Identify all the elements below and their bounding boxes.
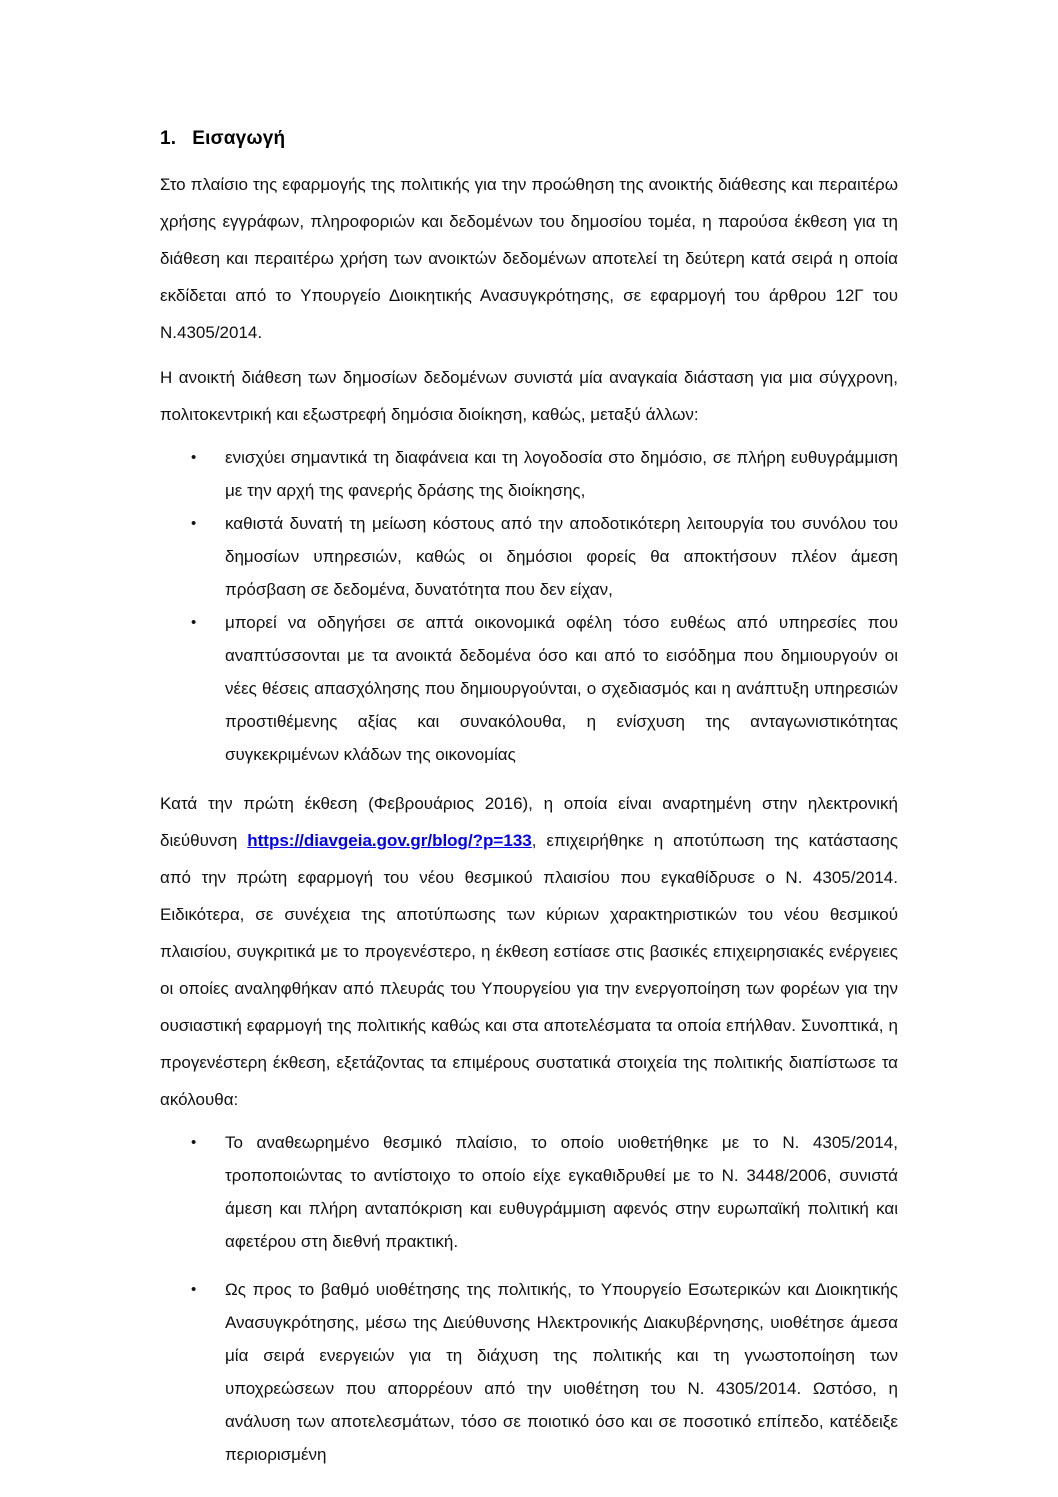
bullet-icon: • <box>191 614 197 631</box>
list-item-text: Ως προς το βαθμό υιοθέτησης της πολιτικής, το Υπουργείο Εσωτερικών και Διοικητικής Ανασυγκρότησης, μέσω της Διεύθυνσης Ηλεκτρονικής Διακυβέρνησης, υιοθέτησε άμεσα μία σειρά ενεργειών για τη διάχυση της πολιτικής και τη γνωστοποίηση των υποχρεώσεων που απορρέουν από την υιοθέτηση του Ν. 4305/2014. Ωστόσο, η ανάλυση των αποτελεσμάτων, τόσο σε ποιοτικό όσο και σε ποσοτικό επίπεδο, κατέδειξε περιορισμένη <box>225 1280 898 1464</box>
list-item-legal-framework <box>160 1126 898 1258</box>
findings-bullet-list <box>160 1126 898 1471</box>
bullet-icon: • <box>191 515 197 532</box>
paragraph-intro: Στο πλαίσιο της εφαρμογής της πολιτικής για την προώθηση της ανοικτής διάθεσης και περαιτέρω χρήσης εγγράφων, πληροφοριών και δεδομένων του δημοσίου τομέα, η παρούσα έκθεση για τη διάθεση και περαιτέρω χρήση των ανοικτών δεδομένων αποτελεί τη δεύτερη κατά σειρά η οποία εκδίδεται από το Υπουργείο Διοικητικής Ανασυγκρότησης, σε εφαρμογή του άρθρου 12Γ του Ν.4305/2014. <box>160 175 898 342</box>
list-item-text: Το αναθεωρημένο θεσμικό πλαίσιο, το οποίο υιοθετήθηκε με το Ν. 4305/2014, τροποποιώντας το αντίστοιχο το οποίο είχε εγκαθιδρυθεί με το Ν. 3448/2006, συνιστά άμεση και πλήρη ανταπόκριση και ευθυγράμμιση αφενός στην ευρωπαϊκή πολιτική και αφετέρου στη διεθνή πρακτική. <box>225 1133 898 1251</box>
list-item-transparency <box>160 441 898 507</box>
paragraph-text-before-link: Κατά την πρώτη έκθεση (Φεβρουάριος 2016), η οποία είναι αναρτημένη στην ηλεκτρονική διεύθυνση <box>160 794 898 850</box>
paragraph-first-report <box>160 785 898 1118</box>
bullet-icon: • <box>191 1134 197 1151</box>
paragraph-open-data-dimension: Η ανοικτή διάθεση των δημοσίων δεδομένων συνιστά μία αναγκαία διάσταση για μια σύγχρονη, πολιτοκεντρική και εξωστρεφή δημόσια διοίκηση, καθώς, μεταξύ άλλων: <box>160 368 898 424</box>
heading-title: Εισαγωγή <box>192 128 286 149</box>
section-heading <box>160 128 898 150</box>
list-item-text: καθιστά δυνατή τη μείωση κόστους από την αποδοτικότερη λειτουργία του συνόλου του δημοσίων υπηρεσιών, καθώς οι δημόσιοι φορείς θα αποκτήσουν πλέον άμεση πρόσβαση σε δεδομένα, δυνατότητα που δεν είχαν, <box>225 514 898 599</box>
bullet-icon: • <box>191 1281 197 1298</box>
paragraph-text-after-link: , επιχειρήθηκε η αποτύπωση της κατάστασης από την πρώτη εφαρμογή του νέου θεσμικού πλαισίου που εγκαθίδρυσε ο Ν. 4305/2014. Ειδικότερα, σε συνέχεια της αποτύπωσης των κύριων χαρακτηριστικών του νέου θεσμικού πλαισίου, συγκριτικά με το προγενέστερο, η έκθεση εστίασε στις βασικές επιχειρησιακές ενέργειες οι οποίες αναληφθήκαν από πλευράς του Υπουργείου για την ενεργοποίηση των φορέων για την ουσιαστική εφαρμογή της πολιτικής καθώς και στα αποτελέσματα τα οποία επήλθαν. Συνοπτικά, η προγενέστερη έκθεση, εξετάζοντας τα επιμέρους συστατικά στοιχεία της πολιτικής διαπίστωσε τα ακόλουθα: <box>160 831 898 1109</box>
list-item-economic-benefits <box>160 606 898 771</box>
benefits-bullet-list <box>160 441 898 771</box>
list-item-text: μπορεί να οδηγήσει σε απτά οικονομικά οφέλη τόσο ευθέως από υπηρεσίες που αναπτύσσονται με τα ανοικτά δεδομένα όσο και από το εισόδημα που δημιουργούν οι νέες θέσεις απασχόλησης που δημιουργούνται, ο σχεδιασμός και η ανάπτυξη υπηρεσιών προστιθέμενης αξίας και συνακόλουθα, η ενίσχυση της ανταγωνιστικότητας συγκεκριμένων κλάδων της οικονομίας <box>225 613 898 764</box>
diavgeia-blog-link[interactable]: https://diavgeia.gov.gr/blog/?p=133 <box>247 831 532 850</box>
list-item-text: ενισχύει σημαντικά τη διαφάνεια και τη λογοδοσία στο δημόσιο, σε πλήρη ευθυγράμμιση με την αρχή της φανερής δράσης της διοίκησης, <box>225 448 898 500</box>
bullet-icon: • <box>191 449 197 466</box>
list-item-cost-reduction <box>160 507 898 606</box>
list-item-policy-adoption <box>160 1273 898 1471</box>
heading-number: 1. <box>160 128 177 149</box>
